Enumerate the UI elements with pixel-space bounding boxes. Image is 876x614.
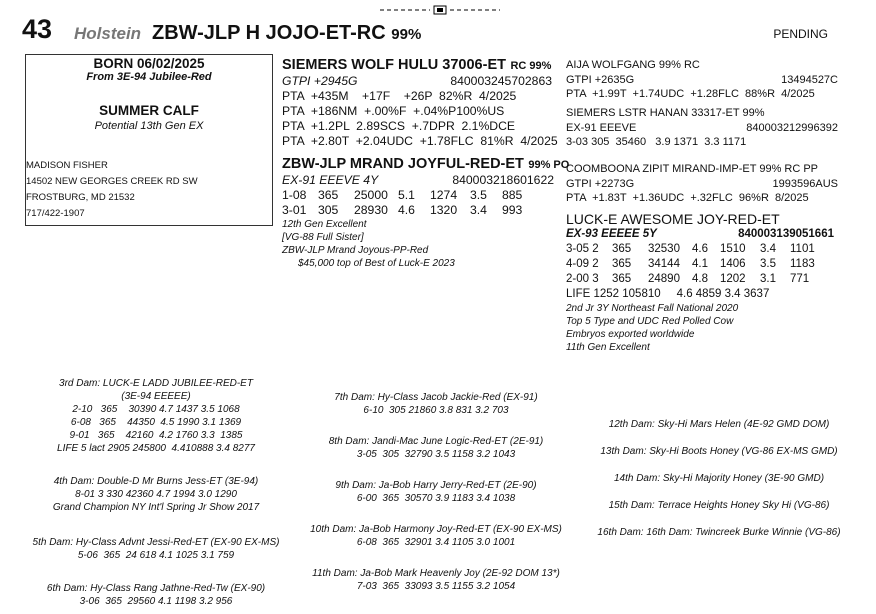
- ancestor-dam: [290, 435, 582, 461]
- record-cell: 1274: [430, 188, 458, 202]
- sire-pta-line: PTA +2.80T +2.04UDC +1.78FLC 81%R 4/2025: [282, 134, 558, 148]
- ancestor-dam: 15th Dam: Terrace Heights Honey Sky Hi (VG-86): [608, 500, 830, 511]
- ancestor-dam-line: 2-10 365 30390 4.7 1437 3.5 1068: [72, 404, 240, 415]
- dam-dam-block: [566, 211, 838, 354]
- animal-name: [152, 22, 421, 45]
- ancestor-dam-title: 11th Dam: Ja-Bob Mark Heavenly Joy (2E-92 DOM 13*): [312, 568, 560, 579]
- dam-sire-name: COOMBOONA ZIPIT MIRAND-IMP-ET 99% RC PP: [566, 163, 819, 175]
- ancestor-dam: [20, 582, 292, 608]
- category: SUMMER CALF: [99, 103, 199, 118]
- dam-note: $45,000 top of Best of Luck-E 2023: [298, 258, 455, 269]
- sire-dam-name: SIEMERS LSTR HANAN 33317-ET 99%: [566, 107, 765, 119]
- sire-dam-score: EX-91 EEEVE: [566, 121, 637, 134]
- ancestor-dam-line: 6-10 305 21860 3.8 831 3.2 703: [363, 405, 509, 416]
- ancestor-dam-line: 6-08 365 44350 4.5 1990 3.1 1369: [70, 417, 242, 428]
- record-cell: 4.6: [398, 203, 415, 217]
- dams-column-2: [290, 391, 582, 593]
- sire-pta-line: PTA +1.2PL 2.89SCS +.7DPR 2.1%DCE: [282, 119, 516, 133]
- dams-column-3: [578, 418, 860, 553]
- animal-name-text: ZBW-JLP H JOJO-ET-RC: [152, 22, 386, 44]
- ancestor-dam-title: 3rd Dam: LUCK-E LADD JUBILEE-RED-ET: [59, 378, 253, 389]
- record-cell: 3.4: [760, 243, 776, 255]
- ancestor-dam-line: 3-05 305 32790 3.5 1158 3.2 1043: [356, 449, 516, 460]
- record-cell: 4.8: [692, 273, 708, 285]
- ancestor-dam-title: 9th Dam: Ja-Bob Harry Jerry-Red-ET (2E-90): [335, 480, 537, 491]
- dam-note: 12th Gen Excellent: [282, 219, 367, 230]
- sire-pta-line: PTA +186NM +.00%F +.04%P100%US: [282, 104, 505, 118]
- dam-score: EX-91 EEEVE 4Y: [282, 173, 379, 187]
- dam-sire-reg: 1993596AUS: [772, 177, 838, 190]
- ancestor-dam: 12th Dam: Sky-Hi Mars Helen (4E-92 GMD DOM): [608, 419, 830, 430]
- ancestor-dam-title: 10th Dam: Ja-Bob Harmony Joy-Red-ET (EX-90 EX-MS): [310, 524, 562, 535]
- ancestor-dam-line: LIFE 5 lact 2905 245800 4.410888 3.4 8277: [57, 443, 255, 454]
- born-from: From 3E-94 Jubilee-Red: [86, 71, 212, 83]
- record-cell: 5.1: [398, 188, 415, 202]
- ancestor-dam-line: 5-06 365 24 618 4.1 1025 3.1 759: [77, 550, 235, 561]
- ancestor-dam: [20, 475, 292, 514]
- record-cell: 25000: [354, 188, 388, 202]
- consignor-name: MADISON FISHER: [26, 160, 108, 171]
- dam-dam-records: [566, 242, 838, 287]
- dam-sire-pta: PTA +1.83T +1.36UDC +.32FLC 96%R 8/2025: [566, 192, 809, 204]
- header-ornament: [380, 5, 500, 15]
- sire-sire-gtpi: GTPI +2635G: [566, 73, 635, 86]
- dam-reg: 840003218601622: [452, 173, 554, 187]
- record-cell: 305: [318, 203, 339, 217]
- dam-sire-gtpi: GTPI +2273G: [566, 177, 635, 190]
- dam-dam-score: EX-93 EEEEE 5Y: [566, 228, 657, 240]
- info-box: [25, 54, 273, 226]
- sire-tag: RC 99%: [510, 60, 552, 72]
- potential: Potential 13th Gen EX: [94, 120, 204, 132]
- record-cell: 28930: [354, 203, 388, 217]
- record-cell: 3-05 2: [566, 243, 599, 255]
- sire-sire-reg: 13494527C: [781, 73, 838, 86]
- dam-tag: 99% PO: [528, 159, 570, 171]
- dam-dam-note: Embryos exported worldwide: [566, 329, 695, 340]
- sire-reg: 840003245702863: [450, 74, 552, 88]
- record-cell: 34144: [648, 258, 680, 270]
- record-cell: 4.6: [692, 243, 708, 255]
- record-cell: 3-01: [282, 203, 307, 217]
- ancestor-dam-title: 5th Dam: Hy-Class Advnt Jessi-Red-ET (EX-90 EX-MS): [32, 537, 280, 548]
- record-cell: 1406: [720, 258, 746, 270]
- record-cell: 32530: [648, 243, 680, 255]
- ancestor-dam-title: 8th Dam: Jandi-Mac June Logic-Red-ET (2E-91): [328, 436, 544, 447]
- dam-dam-note: 2nd Jr 3Y Northeast Fall National 2020: [566, 303, 739, 314]
- record-cell: 993: [502, 203, 523, 217]
- record-cell: 4-09 2: [566, 258, 599, 270]
- ancestor-dam: [20, 377, 292, 455]
- status-badge: PENDING: [773, 27, 828, 41]
- record-row: [282, 203, 558, 218]
- record-cell: 365: [318, 188, 339, 202]
- ancestor-dam: [20, 536, 292, 562]
- record-row: [566, 242, 838, 257]
- sire-sire-pta: PTA +1.99T +1.74UDC +1.28FLC 88%R 4/2025: [566, 88, 815, 100]
- dam-dam-reg: 840003139051661: [738, 228, 834, 240]
- ancestor-dam: 16th Dam: 16th Dam: Twincreek Burke Winnie (VG-86): [597, 527, 841, 538]
- dam-dam-note: Top 5 Type and UDC Red Polled Cow: [566, 316, 734, 327]
- ancestor-dam: [290, 391, 582, 417]
- sire-dam-reg: 840003212996392: [746, 121, 838, 134]
- dam-block: [282, 155, 570, 270]
- record-cell: 365: [612, 258, 632, 270]
- dams-column-1: [20, 377, 292, 608]
- ancestor-dam: 14th Dam: Sky-Hi Majority Honey (3E-90 GMD): [613, 473, 825, 484]
- ancestor-dam-line: Grand Champion NY Int'l Spring Jr Show 2017: [52, 502, 260, 513]
- ancestor-dam-line: 6-00 365 30570 3.9 1183 3.4 1038: [356, 493, 516, 504]
- lot-number: 43: [22, 14, 53, 44]
- record-row: [282, 188, 558, 203]
- ancestor-dam-line: 7-03 365 33093 3.5 1155 3.2 1054: [356, 581, 516, 592]
- consignor-address: 14502 NEW GEORGES CREEK RD SW: [26, 176, 198, 187]
- record-cell: 1-08: [282, 188, 307, 202]
- record-row: [566, 272, 838, 287]
- ancestor-dam-line: (3E-94 EEEEE): [121, 391, 191, 402]
- record-cell: 3.5: [470, 188, 487, 202]
- consignor-phone: 717/422-1907: [26, 208, 85, 219]
- consignor: [26, 158, 272, 222]
- ancestor-dam-title: 6th Dam: Hy-Class Rang Jathne-Red-Tw (EX-90): [46, 583, 266, 594]
- sire-name: SIEMERS WOLF HULU 37006-ET: [282, 57, 506, 73]
- dam-name: ZBW-JLP MRAND JOYFUL-RED-ET: [282, 156, 524, 172]
- record-cell: 1320: [430, 203, 458, 217]
- record-cell: 365: [612, 273, 632, 285]
- born-date: BORN 06/02/2025: [93, 56, 205, 71]
- ancestor-dam: [290, 567, 582, 593]
- record-cell: 1202: [720, 273, 746, 285]
- dam-dam-name: LUCK-E AWESOME JOY-RED-ET: [566, 211, 780, 227]
- sire-pta-line: PTA +435M +17F +26P 82%R 4/2025: [282, 89, 517, 103]
- dam-dam-life: LIFE 1252 105810 4.6 4859 3.4 3637: [566, 288, 770, 300]
- animal-pct: 99%: [391, 26, 422, 43]
- ancestor-dam: 13th Dam: Sky-Hi Boots Honey (VG-86 EX-MS GMD): [600, 446, 838, 457]
- ancestor-dam-title: 4th Dam: Double-D Mr Burns Jess-ET (3E-94): [53, 476, 259, 487]
- dam-note: [VG-88 Full Sister]: [282, 232, 364, 243]
- dam-dam-note: 11th Gen Excellent: [566, 342, 650, 353]
- record-cell: 3.1: [760, 273, 776, 285]
- record-cell: 2-00 3: [566, 273, 599, 285]
- record-cell: 4.1: [692, 258, 708, 270]
- sire-dam-record: 3-03 305 35460 3.9 1371 3.3 1171: [566, 136, 747, 148]
- dam-notes: [282, 218, 558, 270]
- record-cell: 3.4: [470, 203, 487, 217]
- breed-label: Holstein: [74, 24, 142, 43]
- sire-gtpi: GTPI +2945G: [282, 74, 358, 88]
- record-cell: 1101: [790, 243, 815, 255]
- ancestor-dam-line: 9-01 365 42160 4.2 1760 3.3 1385: [69, 430, 243, 441]
- sire-block: [282, 56, 558, 149]
- consignor-city: FROSTBURG, MD 21532: [26, 192, 135, 203]
- dam-sire-block: [566, 162, 838, 206]
- record-cell: 771: [790, 273, 810, 285]
- sire-sire-block: [566, 58, 838, 102]
- ancestor-dam-title: 7th Dam: Hy-Class Jacob Jackie-Red (EX-91): [334, 392, 538, 403]
- ancestor-dam-line: 6-08 365 32901 3.4 1105 3.0 1001: [356, 537, 516, 548]
- record-cell: 885: [502, 188, 523, 202]
- record-cell: 3.5: [760, 258, 776, 270]
- ancestor-dam: [290, 523, 582, 549]
- record-row: [566, 257, 838, 272]
- record-cell: 24890: [648, 273, 680, 285]
- sire-dam-block: [566, 106, 838, 150]
- record-cell: 1510: [720, 243, 746, 255]
- dam-note: ZBW-JLP Mrand Joyous-PP-Red: [282, 245, 429, 256]
- dam-dam-notes: [566, 302, 838, 354]
- dam-records: [282, 188, 558, 218]
- ancestor-dam: [290, 479, 582, 505]
- sire-sire-name: AIJA WOLFGANG 99% RC: [566, 59, 700, 71]
- record-cell: 365: [612, 243, 632, 255]
- ancestor-dam-line: 8-01 3 330 42360 4.7 1994 3.0 1290: [75, 489, 237, 500]
- record-cell: 1183: [790, 258, 815, 270]
- ancestor-dam-line: 3-06 365 29560 4.1 1198 3.2 956: [79, 596, 233, 607]
